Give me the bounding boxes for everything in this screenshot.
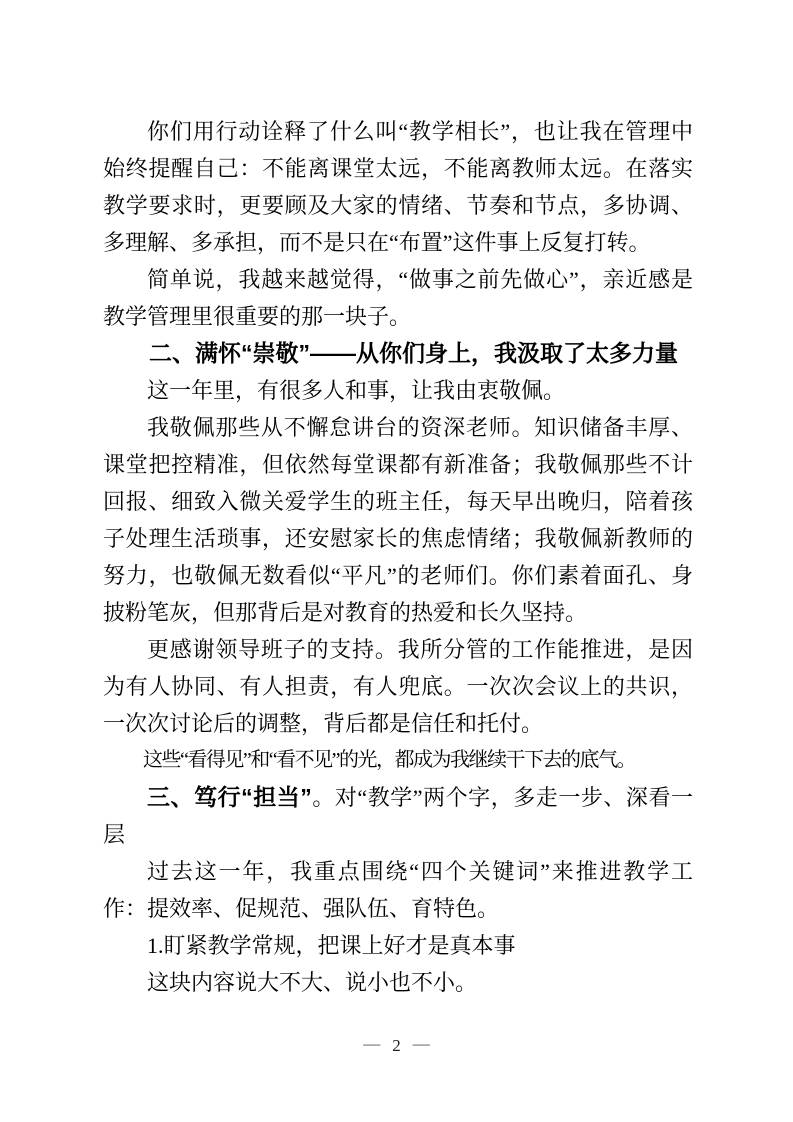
body-paragraph: 简单说，我越来越觉得，“做事之前先做心”，亲近感是教学管理里很重要的那一块子。	[103, 267, 693, 329]
numbered-subheading: 1.盯紧教学常规，把课上好才是真本事	[147, 933, 516, 958]
body-paragraph: 这块内容说大不大、说小也不小。	[147, 970, 478, 995]
heading-bold-text: 三、笃行“担当”	[147, 784, 312, 810]
body-paragraph: 这一年里，有很多人和事，让我由衷敬佩。	[147, 378, 566, 403]
body-paragraph: 我敬佩那些从不懈怠讲台的资深老师。知识储备丰厚、课堂把控精准，但依然每堂课都有新准备；我敬佩那些不计回报、细致入微关爱学生的班主任，每天早出晚归，陪着孩子处理生活琐事，还安慰家长的焦虑情绪；我敬佩新教师的努力，也敬佩无数看似“平凡”的老师们。你们素着面孔、身披粉笔灰，但那背后是对教育的热爱和长久坚持。	[103, 415, 693, 625]
footer-right-dash: —	[412, 1034, 430, 1053]
footer-left-dash: —	[363, 1034, 381, 1053]
body-paragraph: 这些“看得见”和“看不见”的光，都成为我继续干下去的底气。	[143, 749, 636, 771]
page-footer	[0, 1034, 793, 1058]
section-heading: 二、满怀“崇敬”——从你们身上，我汲取了太多力量	[149, 340, 678, 366]
paragraph-list	[103, 113, 693, 1001]
page-number: 2	[392, 1036, 401, 1055]
body-paragraph: 过去这一年，我重点围绕“四个关键词”来推进教学工作：提效率、促规范、强队伍、育特色。	[103, 859, 693, 921]
section-heading-inline	[103, 779, 693, 853]
body-paragraph: 更感谢领导班子的支持。我所分管的工作能推进，是因为有人协同、有人担责，有人兜底。一次次会议上的共识，一次次讨论后的调整，背后都是信任和托付。	[103, 637, 693, 736]
document-content	[103, 113, 693, 1001]
body-paragraph: 你们用行动诠释了什么叫“教学相长”，也让我在管理中始终提醒自己：不能离课堂太远，不能离教师太远。在落实教学要求时，更要顾及大家的情绪、节奏和节点，多协调、多理解、多承担，而不是只在“布置”这件事上反复打转。	[103, 119, 693, 255]
heading-trailing-text: 。对“教学”两个字，多走一步、深看一层	[103, 785, 694, 847]
